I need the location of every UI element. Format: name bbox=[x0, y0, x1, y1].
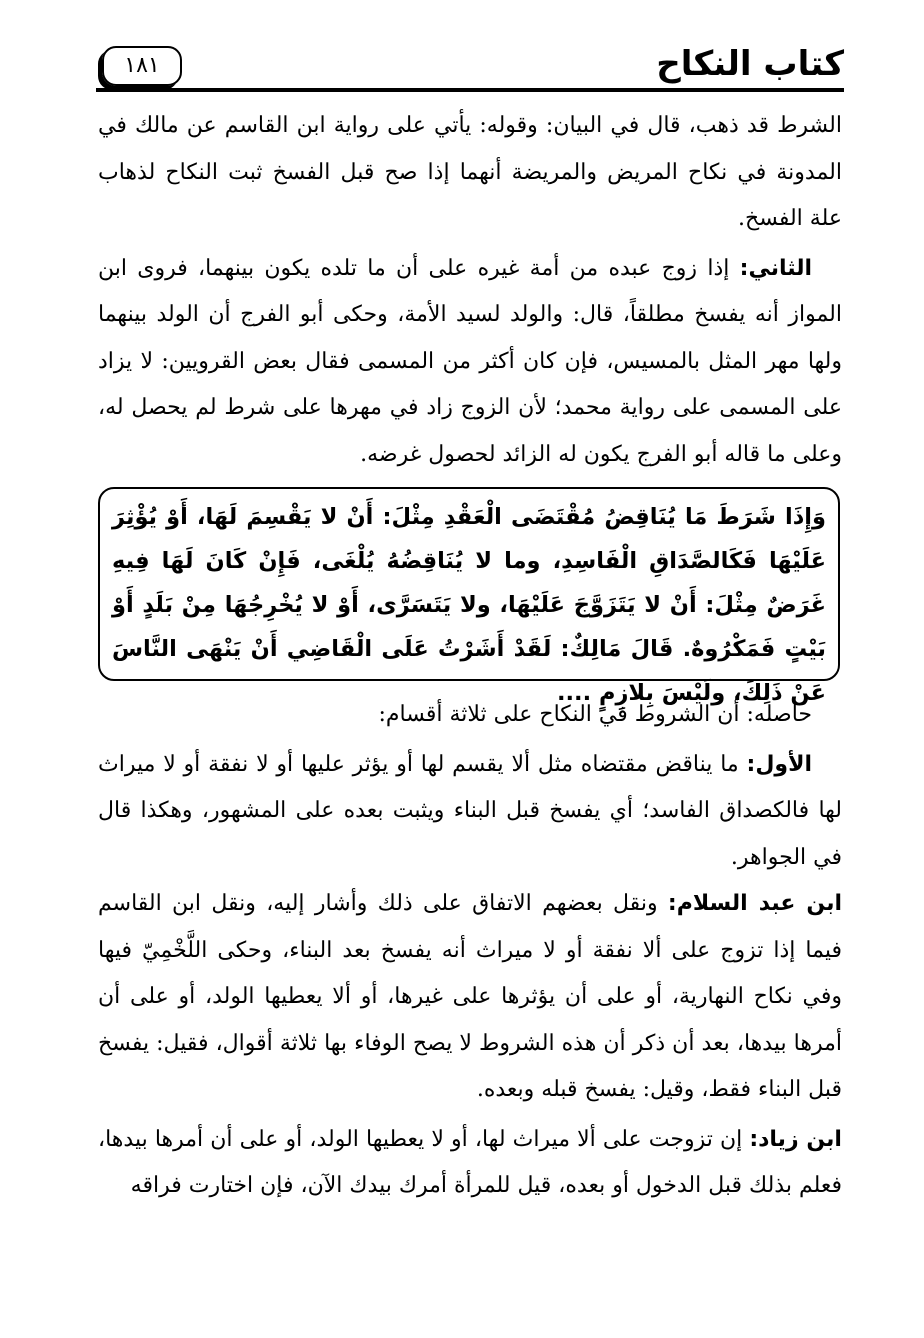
commentary-paragraph-2 bbox=[98, 742, 842, 882]
ibn-ziyad-label: ابن زياد: bbox=[749, 1126, 842, 1152]
intro-paragraph-2 bbox=[98, 246, 842, 479]
commentary-paragraph-2-text: ما يناقض مقتضاه مثل ألا يقسم لها أو يؤثر عليها أو لا نفقة أو لا ميراث لها فالكصداق الفاسد؛ أي يفسخ قبل البناء ويثبت بعده على المشهور، وهكذا قال في الجواهر. bbox=[98, 751, 842, 870]
intro-paragraph-1 bbox=[98, 103, 842, 243]
commentary-paragraph-4 bbox=[98, 1117, 842, 1210]
commentary-paragraph-3-text: ونقل بعضهم الاتفاق على ذلك وأشار إليه، ونقل ابن القاسم فيما إذا تزوج على ألا نفقة أو لا ميراث أنه يفسخ بعد البناء، وحكى اللَّخْمِيّ فيها وفي نكاح النهارية، أو على أن يؤثرها على غيرها، أو ألا يعطيها الولد، أو على أن أمرها بيدها، بعد أن ذكر أن هذه الشروط لا يصح الوفاء بها ثلاثة أقوال، فقيل: يفسخ قبل البناء فقط، وقيل: يفسخ قبله وبعده. bbox=[98, 891, 842, 1102]
commentary-paragraph-1-text: حاصله: أن الشروط في النكاح على ثلاثة أقسام: bbox=[378, 702, 812, 727]
second-label: الثاني: bbox=[739, 255, 813, 281]
commentary-paragraph-3 bbox=[98, 881, 842, 1114]
intro-section bbox=[98, 103, 842, 478]
matn-quote-text: وَإِذَا شَرَطَ مَا يُنَاقِضُ مُقْتَضَى الْعَقْدِ مِثْلَ: أَنْ لا يَقْسِمَ لَهَا، أَوْ يُؤْثِرَ عَلَيْهَا فَكَالصَّدَاقِ الْفَاسِدِ، وما لا يُنَاقِضُهُ يُلْغَى، فَإِنْ كَانَ لَهَا فِيهِ غَرَضٌ مِثْلَ: أَنْ لا يَتَزَوَّجَ عَلَيْهَا، ولا يَتَسَرَّى، أَوْ لا يُخْرِجُهَا مِنْ بَلَدٍ أَوْ بَيْتٍ فَمَكْرُوهٌ. قَالَ مَالِكٌ: لَقَدْ أَشَرْتُ عَلَى الْقَاضِي أَنْ يَنْهَى النَّاسَ عَنْ ذَلِكَ، ولَيْسَ بِلازِمٍ .... bbox=[112, 504, 826, 706]
first-label: الأول: bbox=[746, 751, 812, 777]
page-header bbox=[96, 42, 844, 92]
header-divider bbox=[96, 88, 844, 92]
book-title: كتاب النكاح bbox=[656, 44, 844, 84]
intro-paragraph-2-text: إذا زوج عبده من أمة غيره على أن ما تلده يكون بينهما، فروى ابن المواز أنه يفسخ مطلقاً، قال: والولد لسيد الأمة، وحكى أبو الفرج أن الولد بينهما ولها مهر المثل بالمسيس، فإن كان أكثر من المسمى فقال بعض القرويين: لا يزاد على المسمى على رواية محمد؛ لأن الزوج زاد في مهرها على شرط لم يحصل له، وعلى ما قاله أبو الفرج يكون له الزائد لحصول غرضه. bbox=[98, 255, 842, 467]
commentary-paragraph-4-text: إن تزوجت على ألا ميراث لها، أو لا يعطيها الولد، أو على أن أمرها بيدها، فعلم بذلك قبل الدخول أو بعده، قيل للمرأة أمرك بيدك الآن، فإن اختارت فراقه bbox=[98, 1126, 842, 1198]
ibn-abd-al-salam-label: ابن عبد السلام: bbox=[667, 891, 842, 916]
commentary-section bbox=[98, 692, 842, 1210]
intro-paragraph-1-text: الشرط قد ذهب، قال في البيان: وقوله: يأتي على رواية ابن القاسم عن مالك في المدونة في نكاح المريض والمريضة أنهما إذا صح قبل الفسخ ثبت النكاح لذهاب علة الفسخ. bbox=[98, 113, 842, 231]
commentary-paragraph-1 bbox=[98, 692, 842, 739]
page-number-badge bbox=[102, 46, 182, 86]
page-number: ١٨١ bbox=[124, 53, 160, 78]
matn-quote-box bbox=[98, 487, 840, 706]
